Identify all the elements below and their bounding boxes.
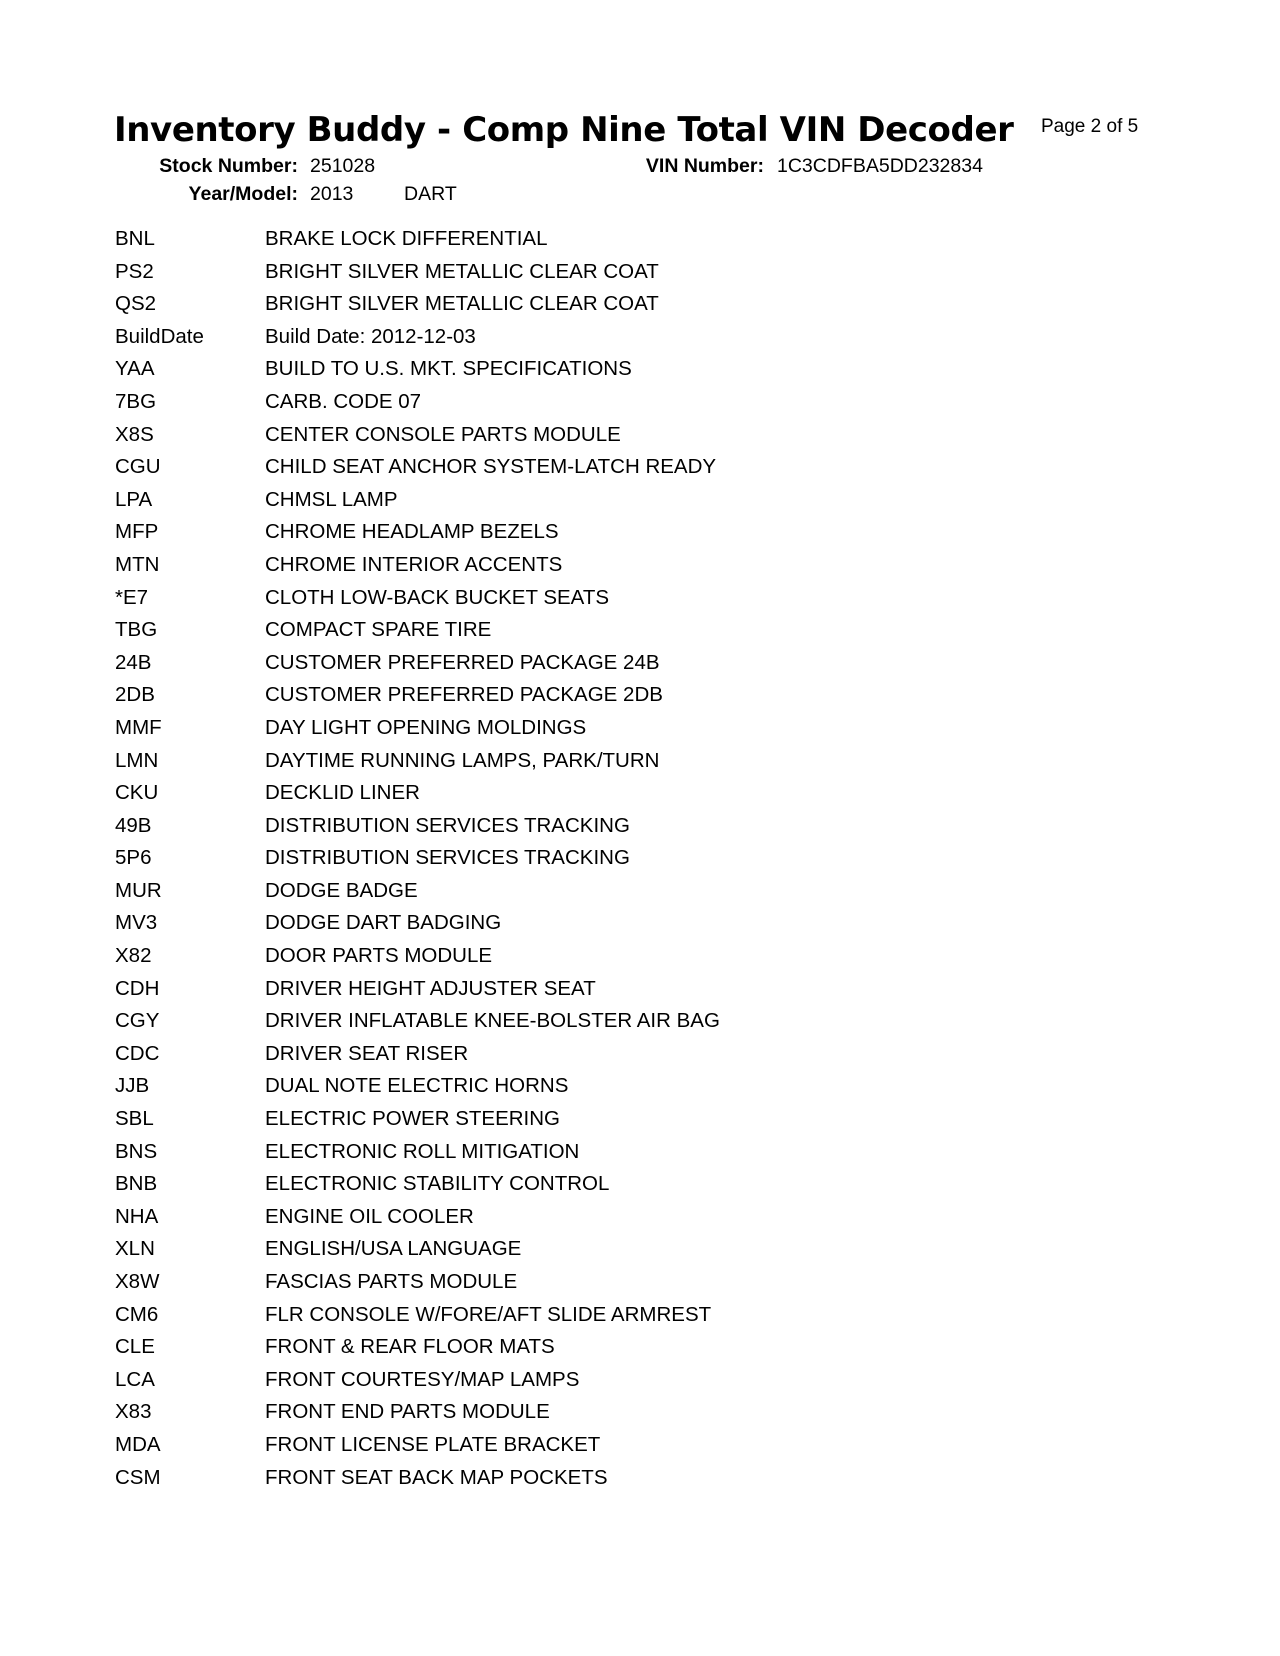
option-description: CUSTOMER PREFERRED PACKAGE 24B [265, 650, 660, 674]
option-code: 7BG [115, 389, 157, 413]
option-row [115, 1009, 1015, 1042]
option-row [115, 683, 1015, 716]
option-row [115, 651, 1015, 684]
option-code: BNL [115, 227, 155, 250]
option-row [115, 1303, 1015, 1336]
option-row [115, 1042, 1015, 1075]
option-row [115, 520, 1015, 553]
option-code: CM6 [115, 1302, 159, 1326]
option-description: DRIVER SEAT RISER [265, 1041, 469, 1065]
option-description: COMPACT SPARE TIRE [265, 618, 492, 642]
option-code: X8W [115, 1270, 160, 1293]
option-row [115, 423, 1015, 456]
option-description: FRONT SEAT BACK MAP POCKETS [265, 1465, 608, 1489]
option-code: CGY [115, 1009, 160, 1033]
option-code: 5P6 [115, 846, 152, 870]
option-row [115, 781, 1015, 814]
option-row [115, 1074, 1015, 1107]
option-description: DOOR PARTS MODULE [265, 944, 493, 968]
option-code: LMN [115, 748, 159, 772]
option-row [115, 1335, 1015, 1368]
option-code: TBG [115, 618, 158, 642]
stock-number-label: Stock Number: [159, 155, 298, 177]
option-code: JJB [115, 1074, 150, 1098]
option-code: CSM [115, 1465, 161, 1489]
option-description: ENGINE OIL COOLER [265, 1204, 474, 1228]
option-code: MDA [115, 1432, 161, 1456]
option-row [115, 716, 1015, 749]
option-code: CGU [115, 455, 161, 479]
option-description: ENGLISH/USA LANGUAGE [265, 1237, 522, 1261]
option-description: DAY LIGHT OPENING MOLDINGS [265, 715, 587, 739]
option-code: *E7 [115, 585, 149, 609]
option-description: ELECTRONIC ROLL MITIGATION [265, 1139, 580, 1163]
option-code: MTN [115, 552, 160, 576]
option-row [115, 1237, 1015, 1270]
option-row [115, 749, 1015, 782]
option-description: CENTER CONSOLE PARTS MODULE [265, 422, 621, 446]
stock-number-value: 251028 [310, 155, 376, 177]
option-code: X82 [115, 944, 152, 968]
year-value: 2013 [310, 183, 354, 205]
option-code: CDH [115, 976, 160, 1000]
option-code: X8S [115, 422, 154, 446]
option-code: PS2 [115, 259, 154, 283]
model-value: DART [404, 183, 457, 205]
option-description: CHMSL LAMP [265, 487, 398, 511]
option-row [115, 1205, 1015, 1238]
option-row [115, 455, 1015, 488]
option-description: CHROME INTERIOR ACCENTS [265, 552, 563, 576]
option-row [115, 1433, 1015, 1466]
option-row [115, 944, 1015, 977]
option-row [115, 1172, 1015, 1205]
option-code: NHA [115, 1204, 159, 1228]
option-row [115, 357, 1015, 390]
option-description: DECKLID LINER [265, 781, 420, 805]
option-row [115, 1400, 1015, 1433]
option-description: CARB. CODE 07 [265, 389, 422, 413]
option-row [115, 618, 1015, 651]
option-code: 49B [115, 813, 152, 837]
option-code: BuildDate [115, 324, 204, 348]
option-row [115, 325, 1015, 358]
option-code: XLN [115, 1237, 155, 1261]
option-code: X83 [115, 1400, 152, 1424]
vin-number-value: 1C3CDFBA5DD232834 [777, 155, 983, 177]
option-description: CHILD SEAT ANCHOR SYSTEM-LATCH READY [265, 455, 717, 479]
option-row [115, 1107, 1015, 1140]
option-row [115, 292, 1015, 325]
option-description: FRONT & REAR FLOOR MATS [265, 1335, 555, 1359]
option-description: FRONT END PARTS MODULE [265, 1400, 550, 1424]
option-row [115, 260, 1015, 293]
option-row [115, 586, 1015, 619]
option-code: MUR [115, 878, 162, 902]
option-code: SBL [115, 1107, 154, 1131]
option-row [115, 553, 1015, 586]
option-description: ELECTRONIC STABILITY CONTROL [265, 1172, 610, 1196]
option-row [115, 488, 1015, 521]
option-code: 2DB [115, 683, 155, 707]
option-row [115, 977, 1015, 1010]
page-title: Inventory Buddy - Comp Nine Total VIN Decoder [114, 110, 1014, 150]
option-code: LCA [115, 1367, 155, 1391]
option-description: BRIGHT SILVER METALLIC CLEAR COAT [265, 292, 659, 316]
option-description: DRIVER HEIGHT ADJUSTER SEAT [265, 976, 596, 1000]
option-row [115, 390, 1015, 423]
option-row [115, 1368, 1015, 1401]
option-code-list [115, 227, 1015, 1498]
option-code: LPA [115, 487, 153, 511]
option-description: DRIVER INFLATABLE KNEE-BOLSTER AIR BAG [265, 1009, 720, 1033]
option-row [115, 227, 1015, 260]
option-row [115, 1140, 1015, 1173]
option-code: CLE [115, 1335, 155, 1359]
option-description: DAYTIME RUNNING LAMPS, PARK/TURN [265, 748, 660, 772]
option-row [115, 846, 1015, 879]
option-code: CKU [115, 781, 159, 805]
option-description: DUAL NOTE ELECTRIC HORNS [265, 1074, 569, 1098]
option-row [115, 879, 1015, 912]
option-row [115, 1466, 1015, 1499]
option-code: MFP [115, 520, 159, 544]
option-description: BRIGHT SILVER METALLIC CLEAR COAT [265, 259, 659, 283]
year-model-label: Year/Model: [188, 183, 298, 205]
option-description: DISTRIBUTION SERVICES TRACKING [265, 813, 630, 837]
option-row [115, 1270, 1015, 1303]
option-description: CHROME HEADLAMP BEZELS [265, 520, 559, 544]
option-code: YAA [115, 357, 155, 381]
option-code: BNB [115, 1172, 158, 1196]
option-description: FASCIAS PARTS MODULE [265, 1270, 518, 1293]
option-description: FRONT LICENSE PLATE BRACKET [265, 1432, 601, 1456]
option-description: CUSTOMER PREFERRED PACKAGE 2DB [265, 683, 663, 707]
option-description: FRONT COURTESY/MAP LAMPS [265, 1367, 580, 1391]
option-code: 24B [115, 650, 152, 674]
option-description: CLOTH LOW-BACK BUCKET SEATS [265, 585, 610, 609]
option-description: BUILD TO U.S. MKT. SPECIFICATIONS [265, 357, 632, 381]
page-number: Page 2 of 5 [1041, 116, 1139, 137]
option-row [115, 814, 1015, 847]
option-description: Build Date: 2012-12-03 [265, 324, 476, 348]
option-description: DISTRIBUTION SERVICES TRACKING [265, 846, 630, 870]
option-code: QS2 [115, 292, 157, 316]
option-code: MV3 [115, 911, 158, 935]
vin-number-label: VIN Number: [645, 155, 764, 177]
option-description: ELECTRIC POWER STEERING [265, 1107, 561, 1131]
option-description: BRAKE LOCK DIFFERENTIAL [265, 227, 548, 250]
option-code: BNS [115, 1139, 158, 1163]
option-code: MMF [115, 715, 162, 739]
option-description: FLR CONSOLE W/FORE/AFT SLIDE ARMREST [265, 1302, 712, 1326]
option-description: DODGE DART BADGING [265, 911, 502, 935]
option-row [115, 911, 1015, 944]
option-code: CDC [115, 1041, 160, 1065]
option-description: DODGE BADGE [265, 878, 418, 902]
